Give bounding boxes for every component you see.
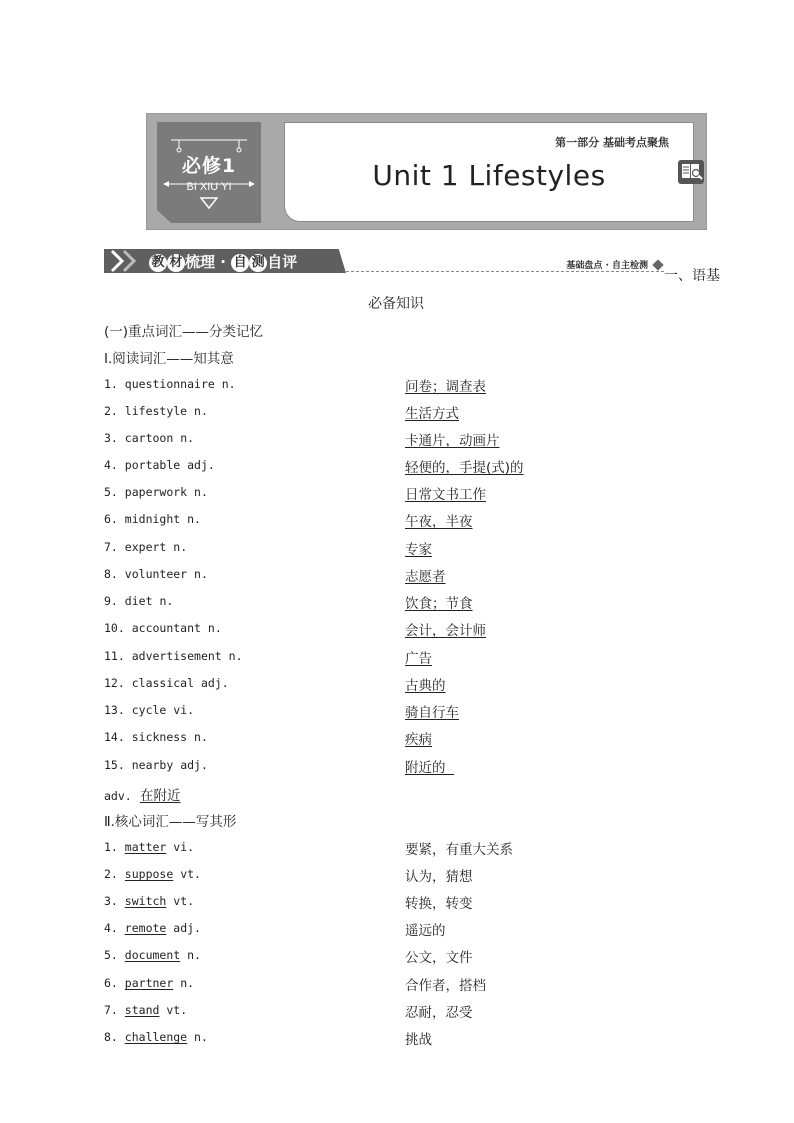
vocab-meaning: 古典的 xyxy=(405,678,446,694)
vocab-row: 1. questionnaire n. xyxy=(104,377,236,391)
badge-pinyin: BI XIU YI xyxy=(186,181,232,193)
vocab-meaning: 忍耐，忍受 xyxy=(405,1005,473,1021)
vocab-meaning: 志愿者 xyxy=(405,569,446,585)
banner-panel xyxy=(284,122,694,222)
vocab-meaning: 日常文书工作 xyxy=(405,487,486,503)
vocab-meaning: 会计，会计师 xyxy=(405,623,486,639)
vocab-row: 14. sickness n. xyxy=(104,730,208,744)
vocab-row: 4. portable adj. xyxy=(104,458,215,472)
title-char-3: 自 xyxy=(231,254,249,272)
vocab-meaning: 卡通片，动画片 xyxy=(405,433,500,449)
vocab-meaning: 疾病 xyxy=(405,732,432,748)
vocab-row: 3. switch vt. xyxy=(104,894,195,908)
vocab-row: 9. diet n. xyxy=(104,594,174,608)
title-dot: · xyxy=(220,253,226,271)
diamond-icon xyxy=(652,259,663,270)
vocab-meaning: 遥远的 xyxy=(405,923,446,939)
subsection-title: (一)重点词汇——分类记忆 xyxy=(104,324,264,340)
vocab-meaning: 合作者，搭档 xyxy=(405,978,486,994)
vocab-row: 4. remote adj. xyxy=(104,921,201,935)
vocab-meaning: 挑战 xyxy=(405,1032,432,1048)
part1-heading: Ⅰ.阅读词汇——知其意 xyxy=(104,351,234,367)
vocab-row: 8. challenge n. xyxy=(104,1030,208,1044)
vocab-row: 1. matter vi. xyxy=(104,840,195,854)
vocab-meaning: 午夜，半夜 xyxy=(405,514,473,530)
vocab-meaning: 饮食；节食 xyxy=(405,596,473,612)
vocab-row: 13. cycle vi. xyxy=(104,703,195,717)
vocab-row: 8. volunteer n. xyxy=(104,567,208,581)
title-text-1: 梳理 xyxy=(185,253,216,271)
vocab-meaning: 广告 xyxy=(405,651,432,667)
title-char-1: 教 xyxy=(149,254,167,272)
vocab-row: 7. expert n. xyxy=(104,540,188,554)
module-badge xyxy=(157,122,261,223)
badge-label: 必修1 xyxy=(181,155,237,177)
heading-language-basics: 一、语基 xyxy=(664,268,720,284)
vocab-row: 11. advertisement n. xyxy=(104,649,243,663)
vocab-meaning: 附近的 xyxy=(405,760,446,776)
vocab-meaning: 要紧，有重大关系 xyxy=(405,842,513,858)
vocab-meaning: 轻便的，手提(式)的 xyxy=(405,460,524,476)
vocab-row: 12. classical adj. xyxy=(104,676,229,690)
unit-banner xyxy=(146,113,707,230)
section-divider xyxy=(346,271,664,272)
section-title xyxy=(149,251,297,273)
vocab-row: 6. midnight n. xyxy=(104,512,201,526)
vocab-row: 10. accountant n. xyxy=(104,621,222,635)
vocab-meaning: 问卷；调查表 xyxy=(405,379,486,395)
section-bar xyxy=(104,247,664,275)
vocab-row: 7. stand vt. xyxy=(104,1003,188,1017)
vocab-meaning: 公文，文件 xyxy=(405,950,473,966)
vocab-row: 3. cartoon n. xyxy=(104,431,195,445)
unit-title: Unit 1 Lifestyles xyxy=(372,159,606,192)
part2-heading: Ⅱ.核心词汇——写其形 xyxy=(104,814,237,830)
vocab-meaning: 骑自行车 xyxy=(405,705,459,721)
vocab-meaning: 生活方式 xyxy=(405,406,459,422)
double-chevron-icon xyxy=(108,249,144,273)
vocab-row: 15. nearby adj. xyxy=(104,758,208,772)
section-right-label: 基础盘点 · 自主检测 xyxy=(566,261,648,271)
vocab-row: 2. suppose vt. xyxy=(104,867,201,881)
title-char-2: 材 xyxy=(167,254,185,272)
vocab-meaning: 专家 xyxy=(405,542,432,558)
vocab-row: 5. paperwork n. xyxy=(104,485,208,499)
heading-essential-knowledge: 必备知识 xyxy=(368,296,424,312)
banner-subtitle: 第一部分 基础考点聚焦 xyxy=(555,136,669,149)
title-char-4: 测 xyxy=(249,254,267,272)
book-search-icon[interactable] xyxy=(677,159,705,185)
vocab-row: 2. lifestyle n. xyxy=(104,404,208,418)
vocab-row: 5. document n. xyxy=(104,948,201,962)
vocab-row: 6. partner n. xyxy=(104,976,195,990)
vocab-meaning: 转换，转变 xyxy=(405,896,473,912)
vocab-row-adv: adv. 在附近 xyxy=(104,788,181,804)
vocab-meaning: 认为，猜想 xyxy=(405,869,473,885)
title-text-2: 自评 xyxy=(267,253,298,271)
